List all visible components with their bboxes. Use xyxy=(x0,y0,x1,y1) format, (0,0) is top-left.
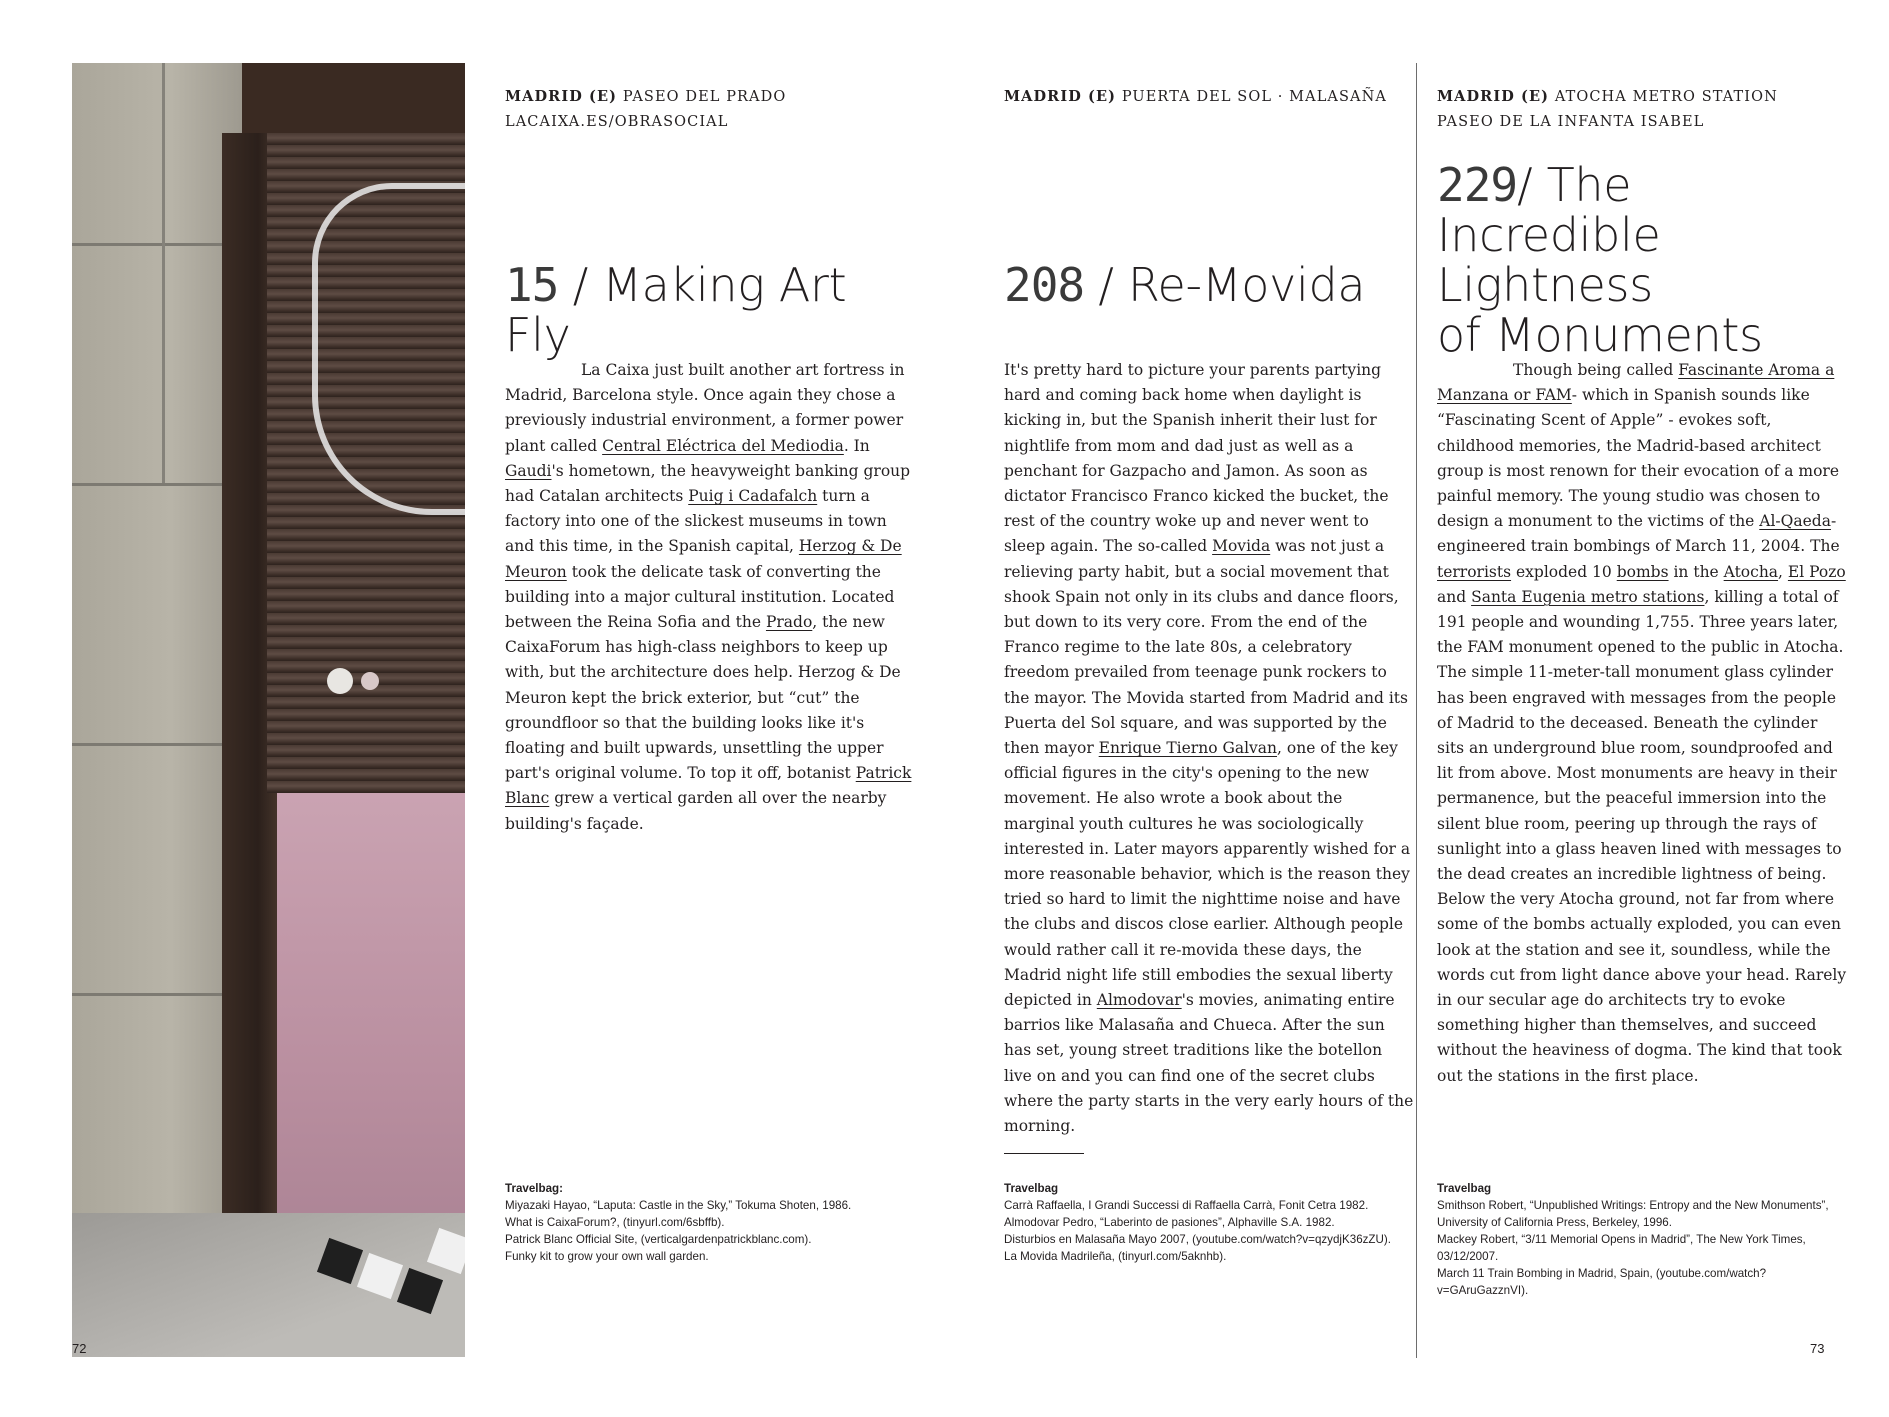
location-city: MADRID (E) xyxy=(505,88,618,105)
sticker xyxy=(327,668,353,694)
article-title-text: / Making Art Fly xyxy=(505,258,847,362)
inline-link[interactable]: Herzog & De Meuron xyxy=(505,537,902,581)
travelbag xyxy=(1437,1180,1857,1299)
article-number: 229 xyxy=(1437,158,1518,212)
inline-link[interactable]: Atocha xyxy=(1723,562,1779,581)
travelbag-entry: Funky kit to grow your own wall garden. xyxy=(505,1250,709,1263)
article-title xyxy=(505,260,925,360)
location-header xyxy=(505,84,786,135)
footnote-rule xyxy=(1004,1153,1084,1154)
page-number-left: 72 xyxy=(72,1341,87,1356)
body-text: La Caixa just built another art fortress in Madrid, Barcelona style. Once again they chose a previously industrial environment, a former power plant called xyxy=(505,361,905,455)
location-header xyxy=(1004,84,1387,110)
inline-link[interactable]: Puig i Cadafalch xyxy=(688,487,818,506)
body-text: 's hometown, the heavyweight banking group had Catalan architects xyxy=(505,461,911,506)
location-place: PUERTA DEL SOL · MALASAÑA xyxy=(1121,89,1387,105)
location-header xyxy=(1437,84,1778,135)
article-number: 208 xyxy=(1004,258,1085,312)
travelbag-entry: What is CaixaForum?, (tinyurl.com/6sbffb). xyxy=(505,1216,725,1229)
travelbag-title: Travelbag xyxy=(1004,1182,1059,1195)
body-text: -engineered train bombings of March 11, 2004. The xyxy=(1437,512,1840,556)
article-title-text: / Re-Movida xyxy=(1098,258,1366,312)
body-text: was not just a relieving party habit, but a social movement that shook Spain not only in its clubs and dance floors, but down to its very core. From the end of the Franco regime to the late 80s, a celebratory freedom prevailed from teenage punk rockers to the mayor. The Movida started from Madrid and its Puerta del Sol square, and was supported by the then mayor xyxy=(1004,537,1408,758)
inline-link[interactable]: Al-Qaeda xyxy=(1759,512,1831,531)
travelbag-entry: Carrà Raffaella, I Grandi Successi di Raffaella Carrà, Fonit Cetra 1982. xyxy=(1004,1199,1369,1212)
article-number: 15 xyxy=(505,258,559,312)
article-making-art-fly xyxy=(505,0,912,1417)
article-title-line: / The Incredible xyxy=(1437,158,1661,262)
travelbag-entry: La Movida Madrileña, (tinyurl.com/5aknhb). xyxy=(1004,1250,1227,1263)
article-re-movida xyxy=(1004,0,1414,1417)
article-body xyxy=(505,358,915,837)
travelbag-entry: Disturbios en Malasaña Mayo 2007, (youtube.com/watch?v=qzydjK36zZU). xyxy=(1004,1233,1391,1246)
inline-link[interactable]: bombs xyxy=(1616,562,1669,581)
travelbag xyxy=(505,1180,925,1265)
body-text: and xyxy=(1437,587,1472,606)
inline-link[interactable]: Gaudi xyxy=(505,461,552,480)
body-text: , killing a total of 191 people and wounding 1,755. Three years later, the FAM monument opened to the public in Atocha. The simple 11-meter-tall monument glass cylinder has been engraved with messages from the people of Madrid to the deceased. Beneath the cylinder sits an underground blue room, soundproofed and lit from above. Most monuments are heavy in their permanence, but the peaceful immersion into the silent blue room, peering up through the rays of sunlight into a glass heaven lined with messages to the dead creates an incredible lightness of being. Below the very Atocha ground, not far from where some of the bombs actually exploded, you can even look at the station and see it, soundless, while the words cut from light dance above your head. Rarely in our secular age do architects try to evoke something higher than themselves, and succeed without the heaviness of dogma. The kind that took out the stations in the first place. xyxy=(1437,587,1847,1085)
inline-link[interactable]: Almodovar xyxy=(1096,991,1182,1010)
body-text: . In xyxy=(843,436,870,455)
page-number-right: 73 xyxy=(1810,1341,1825,1356)
inline-link[interactable]: Fascinante Aroma a Manzana or FAM xyxy=(1437,361,1835,405)
travelbag-title: Travelbag: xyxy=(505,1182,563,1195)
body-text: took the delicate task of converting the building into a major cultural institution. Located between the Reina Sofia and the xyxy=(505,562,895,632)
travelbag-entry: Almodovar Pedro, “Laberinto de pasiones”, Alphaville S.A. 1982. xyxy=(1004,1216,1335,1229)
body-text: , xyxy=(1778,562,1788,581)
column-divider xyxy=(1416,63,1417,1358)
inline-link[interactable]: Movida xyxy=(1212,537,1271,556)
location-city: MADRID (E) xyxy=(1004,88,1117,105)
body-text: 's movies, animating entire barrios like Malasaña and Chueca. After the sun has set, young street traditions like the botellon live on and you can find one of the secret clubs where the party starts in the very early hours of the morning. xyxy=(1004,991,1414,1136)
body-text: , the new CaixaForum has high-class neighbors to keep up with, but the architecture does help. Herzog & De Meuron kept the brick exterior, but “cut” the groundfloor so that the building looks like it's floating and built upwards, unsettling the upper part's original volume. To top it off, botanist xyxy=(505,613,901,783)
photo-rolling-shutter xyxy=(72,63,465,1357)
travelbag-entry: Miyazaki Hayao, “Laputa: Castle in the Sky,” Tokuma Shoten, 1986. xyxy=(505,1199,852,1212)
travelbag-entry: Mackey Robert, “3/11 Memorial Opens in Madrid”, The New York Times, 03/12/2007. xyxy=(1437,1233,1806,1263)
location-city: MADRID (E) xyxy=(1437,88,1550,105)
pink-door-panel xyxy=(277,793,465,1273)
article-title-line: of Monuments xyxy=(1437,308,1763,362)
location-place: ATOCHA METRO STATION xyxy=(1554,89,1778,105)
inline-link[interactable]: Enrique Tierno Galvan xyxy=(1098,739,1278,758)
inline-link[interactable]: Prado xyxy=(765,613,813,632)
article-title xyxy=(1004,260,1424,310)
inline-link[interactable]: Patrick Blanc xyxy=(505,764,912,808)
article-body xyxy=(1004,358,1414,1139)
article-title xyxy=(1437,160,1857,360)
travelbag-entry: Patrick Blanc Official Site, (verticalgardenpatrickblanc.com). xyxy=(505,1233,812,1246)
body-text: exploded 10 xyxy=(1511,562,1617,581)
body-text: It's pretty hard to picture your parents partying hard and coming back home when daylight is kicking in, but the Spanish inherit their lust for nightlife from mom and dad just as well as a penchant for Gazpacho and Jamon. As soon as dictator Francisco Franco kicked the bucket, the rest of the country woke up and never went to sleep again. The so-called xyxy=(1004,361,1389,556)
body-text: Though being called xyxy=(1513,361,1679,379)
inline-link[interactable]: Santa Eugenia metro stations xyxy=(1471,587,1705,606)
body-text: turn a factory into one of the slickest museums in town and this time, in the Spanish capital, xyxy=(505,487,887,556)
location-place: PASEO DEL PRADO xyxy=(622,89,787,105)
door-lintel xyxy=(242,63,465,133)
body-text: , one of the key official figures in the city's opening to the new movement. He also wrote a book about the marginal youth cultures he was sociologically interested in. Later mayors apparently wished for a more reasonable behavior, which is the reason they tried so hard to limit the nighttime noise and have the clubs and discos close earlier. Although people would rather call it re-movida these days, the Madrid night life still embodies the sexual liberty depicted in xyxy=(1004,739,1411,1010)
inline-link[interactable]: terrorists xyxy=(1437,562,1512,581)
inline-link[interactable]: El Pozo xyxy=(1787,562,1846,581)
body-text: in the xyxy=(1668,562,1724,581)
article-body xyxy=(1437,358,1847,1089)
wall-joint xyxy=(162,63,165,483)
location-url: LACAIXA.ES/OBRASOCIAL xyxy=(505,114,729,130)
travelbag xyxy=(1004,1180,1424,1265)
inline-link[interactable]: Central Eléctrica del Mediodia xyxy=(602,436,844,455)
travelbag-entry: Smithson Robert, “Unpublished Writings: Entropy and the New Monuments”, University of California Press, Berkeley, 1996. xyxy=(1437,1199,1829,1229)
graffiti-mark xyxy=(312,183,465,515)
location-street: PASEO DE LA INFANTA ISABEL xyxy=(1437,114,1705,130)
article-incredible-lightness xyxy=(1437,0,1847,1417)
travelbag-entry: March 11 Train Bombing in Madrid, Spain, (youtube.com/watch?v=GAruGazznVI). xyxy=(1437,1267,1767,1297)
travelbag-title: Travelbag xyxy=(1437,1182,1492,1195)
article-title-line: Lightness xyxy=(1437,258,1653,312)
body-text: grew a vertical garden all over the nearby building's façade. xyxy=(505,789,887,833)
body-text: - which in Spanish sounds like “Fascinating Scent of Apple” - evokes soft, childhood memories, the Madrid-based architect group is most renown for their evocation of a more painful memory. The young studio was chosen to design a monument to the victims of the xyxy=(1437,386,1840,531)
